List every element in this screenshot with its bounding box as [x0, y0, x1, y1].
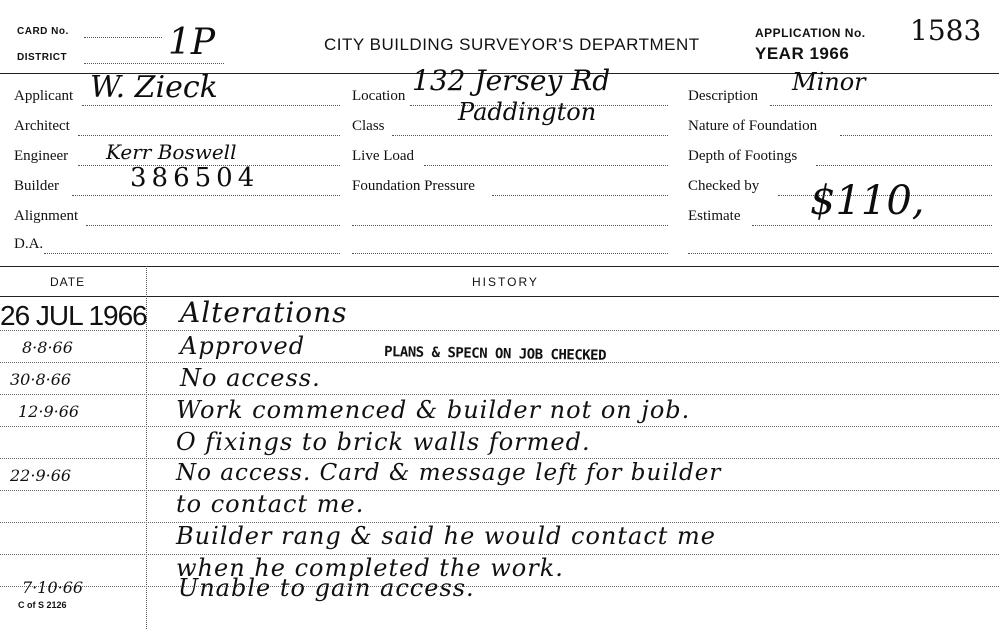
- foundation-pressure-label: Foundation Pressure: [352, 178, 475, 194]
- history-column-header: HISTORY: [472, 275, 539, 289]
- history-row-text: No access. Card & message left for builder: [176, 460, 722, 486]
- builder-label: Builder: [14, 178, 59, 194]
- history-row-text: No access.: [180, 364, 321, 392]
- architect-label: Architect: [14, 118, 70, 134]
- date-column-header: DATE: [50, 275, 86, 289]
- estimate-value: $110,: [810, 178, 925, 224]
- department-title: CITY BUILDING SURVEYOR'S DEPARTMENT: [324, 35, 700, 54]
- history-row-date: 30·8·66: [10, 370, 72, 389]
- form-code: C of S 2126: [18, 600, 67, 610]
- history-row-date: 8·8·66: [22, 338, 73, 357]
- application-no-label: APPLICATION No.: [755, 26, 866, 40]
- history-row-text: Approved: [180, 332, 306, 360]
- card-no-label: CARD No.: [17, 26, 69, 37]
- estimate-label: Estimate: [688, 208, 741, 224]
- applicant-value: W. Zieck: [90, 70, 218, 105]
- alignment-label: Alignment: [14, 208, 79, 224]
- engineer-value: Kerr Boswell: [106, 140, 237, 164]
- engineer-label: Engineer: [14, 148, 69, 164]
- district-label: DISTRICT: [17, 52, 68, 63]
- history-row-text: Alterations: [180, 296, 348, 329]
- application-number: 1583: [910, 14, 982, 47]
- history-row-text: to contact me.: [176, 490, 365, 518]
- history-row-date: 7·10·66: [22, 578, 84, 597]
- year-label: YEAR 1966: [755, 44, 850, 63]
- builder-value: 386504: [130, 163, 260, 193]
- description-value: Minor: [792, 68, 866, 96]
- description-label: Description: [688, 88, 758, 104]
- nature-of-foundation-label: Nature of Foundation: [688, 118, 818, 134]
- history-row-text: Builder rang & said he would contact me: [176, 522, 717, 550]
- history-row-date: 22·9·66: [10, 466, 72, 485]
- class-label: Class: [352, 118, 385, 134]
- history-row-date: 12·9·66: [18, 402, 80, 421]
- history-row-text: Unable to gain access.: [178, 574, 475, 602]
- history-row-date: 26 JUL 1966: [0, 300, 147, 331]
- location-value-line2: Paddington: [458, 98, 597, 126]
- depth-of-footings-label: Depth of Footings: [688, 148, 798, 164]
- district-value: 1P: [168, 22, 216, 63]
- checked-by-label: Checked by: [688, 178, 760, 194]
- history-row-text: when he completed the work.: [176, 554, 564, 582]
- location-label: Location: [352, 88, 406, 104]
- history-row-text: Work commenced & builder not on job.: [176, 396, 691, 424]
- history-row-text: O fixings to brick walls formed.: [176, 428, 591, 456]
- da-label: D.A.: [14, 236, 44, 252]
- location-value-line1: 132 Jersey Rd: [412, 64, 611, 97]
- plans-checked-stamp: PLANS & SPECN ON JOB CHECKED: [383, 344, 607, 364]
- live-load-label: Live Load: [352, 148, 415, 164]
- applicant-label: Applicant: [14, 88, 74, 104]
